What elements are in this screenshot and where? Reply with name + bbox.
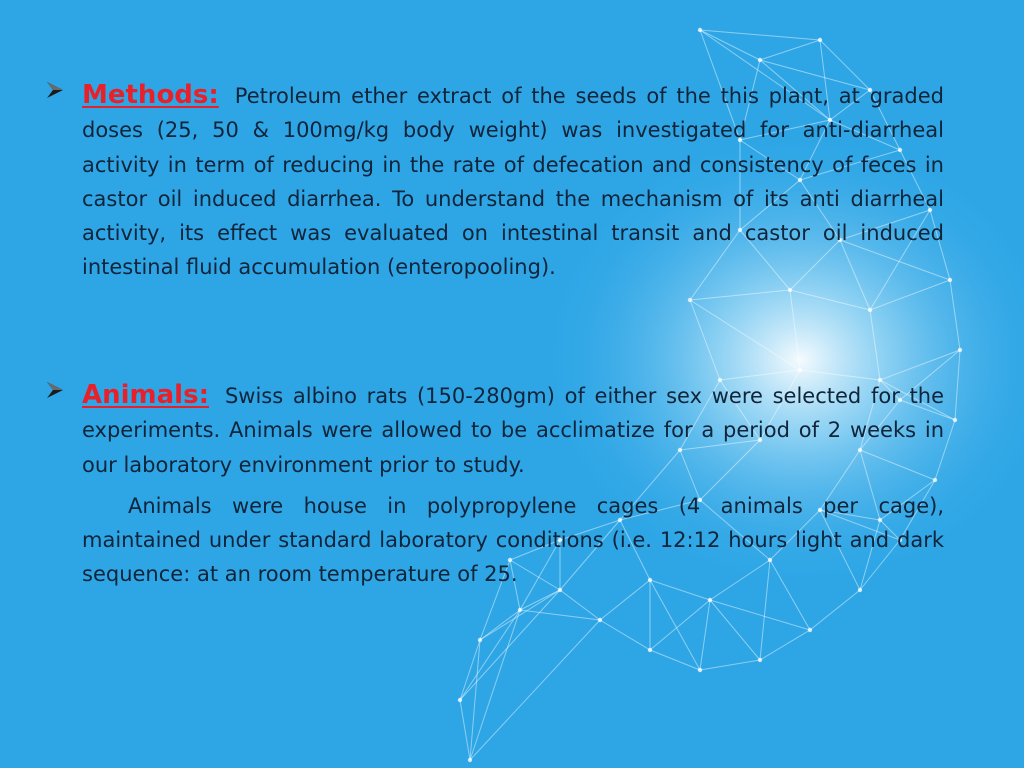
network-line [710,600,760,660]
methods-bullet [82,78,944,285]
network-line [700,600,710,670]
network-node [688,298,692,302]
network-line [650,650,700,670]
network-node [948,278,952,282]
network-line [460,610,520,700]
animals-housing-paragraph: Animals were house in polypropylene cages (4 animals per cage), maintained under standard laboratory conditions (i.e. 12:12 hours light and dark sequence: at an room temperature of 25. [82,493,944,587]
methods-paragraph [82,78,944,285]
network-line [470,620,600,760]
network-node [598,618,602,622]
network-line [460,590,560,700]
animals-paragraph [82,378,944,482]
network-node [788,288,792,292]
network-node [478,638,482,642]
arrowhead-bullet-icon [46,381,64,399]
animals-bullet [82,378,944,592]
network-line [760,630,810,660]
arrowhead-bullet-icon [46,81,64,99]
network-node [868,308,872,312]
network-node [758,58,762,62]
network-node [758,658,762,662]
network-node [798,368,802,372]
network-line [470,640,480,760]
network-node [708,598,712,602]
animals-text: Swiss albino rats (150-280gm) of either sex were selected for the experiments. Animals were allowed to be acclimatize for a period of 2 weeks in our laboratory environment prior to study. [82,384,944,477]
methods-text: Petroleum ether extract of the seeds of the this plant, at graded doses (25, 50 & 100mg/kg body weight) was investigated for anti-diarrheal activity in term of reducing in the rate of defecation and consistency of feces in castor oil induced diarrhea. To understand the mechanism of its anti diarrheal activity, its effect was evaluated on intestinal transit and castor oil induced intestinal fluid accumulation (enteropooling). [82,84,944,280]
network-line [700,660,760,670]
network-line [760,40,820,60]
network-node [958,348,962,352]
network-node [698,28,702,32]
network-node [518,608,522,612]
network-node [953,418,957,422]
network-node [648,648,652,652]
network-line [600,620,650,650]
network-line [810,590,860,630]
network-line [460,700,470,760]
network-node [698,668,702,672]
network-line [470,610,520,760]
network-node [458,698,462,702]
network-line [650,580,700,670]
network-line [650,600,710,650]
network-node [468,758,472,762]
network-line [480,590,560,640]
methods-heading: Methods: [82,80,219,110]
network-node [818,38,822,42]
network-node [808,628,812,632]
animals-heading: Animals: [82,380,209,410]
